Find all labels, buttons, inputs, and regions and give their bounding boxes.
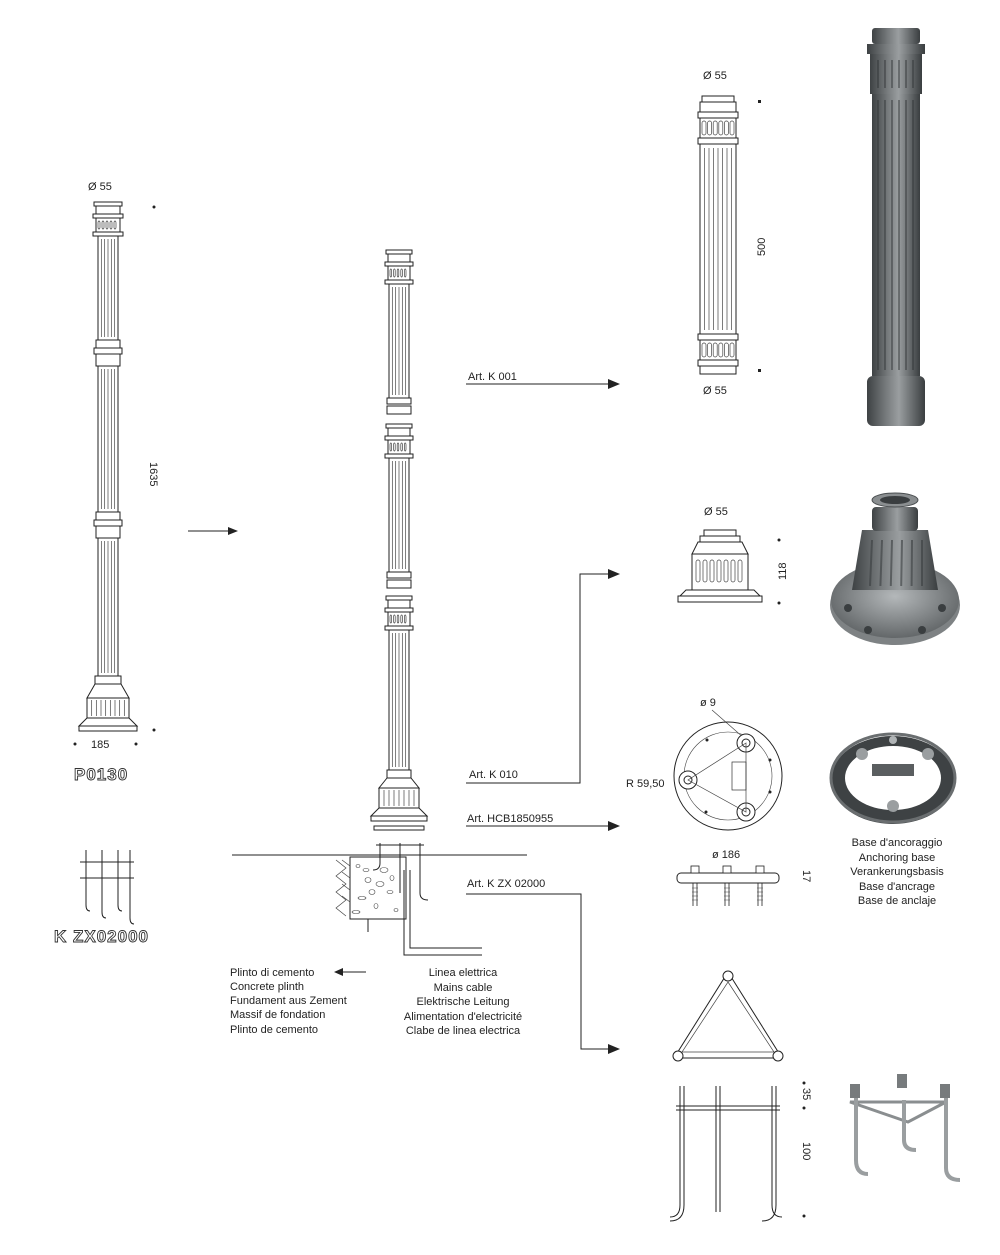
hcb-detail-drawing (626, 697, 812, 906)
hcb-caption-line-1: Base d'ancoraggio (851, 837, 943, 849)
kzx-height-top-label: 35 (800, 1088, 812, 1101)
overview-anchor-bolts (54, 850, 149, 946)
cable-legend-line-4: Alimentation d'electricité (403, 1011, 523, 1023)
k001-diameter-bottom-label: Ø 55 (703, 385, 727, 397)
hcb-caption-line-2: Anchoring base (858, 852, 936, 864)
overview-pole-outline (79, 202, 137, 731)
overview-height-label: 1635 (147, 462, 159, 487)
cable-legend-line-1: Linea elettrica (428, 967, 498, 979)
overview-diameter-label: Ø 55 (88, 181, 112, 193)
arrow-k010 (466, 569, 620, 783)
arrow-kzx-label: Art. K ZX 02000 (467, 878, 546, 890)
plinth-legend-line-5: Plinto de cemento (230, 1024, 319, 1036)
k010-product-photo (830, 493, 960, 645)
plinth-legend (230, 967, 366, 1036)
k010-diameter-label: Ø 55 (704, 506, 728, 518)
cable-legend-line-3: Elektrische Leitung (416, 996, 510, 1008)
arrow-k010-label: Art. K 010 (469, 769, 518, 781)
overview-code-label: P0130 (74, 765, 129, 784)
k001-product-photo (867, 28, 925, 426)
k010-detail-drawing (678, 506, 789, 605)
overview-pole-drawing (74, 181, 160, 784)
hcb-radius-label: R 59,50 (626, 778, 665, 790)
exploded-pole-drawing (371, 250, 427, 830)
exploded-pole-segments (371, 250, 427, 830)
arrow-hcb (466, 813, 620, 831)
hcb-hole-label: ø 9 (700, 697, 716, 709)
plinth-legend-line-2: Concrete plinth (230, 981, 304, 993)
foundation-section (232, 843, 527, 955)
hcb-caption (850, 837, 944, 907)
k001-height-label: 500 (756, 237, 768, 256)
plinth-legend-line-4: Massif de fondation (230, 1009, 326, 1021)
cable-legend-line-5: Clabe de linea electrica (405, 1025, 521, 1037)
k001-detail-drawing (698, 70, 768, 397)
cable-legend-line-2: Mains cable (433, 982, 493, 994)
anchor-overview-code-label: K ZX02000 (54, 927, 149, 946)
overview-base-width-label: 185 (91, 739, 110, 751)
kzx-detail-drawing (670, 971, 812, 1221)
plinth-legend-line-3: Fundament aus Zement (230, 995, 347, 1007)
k001-diameter-top-label: Ø 55 (703, 70, 727, 82)
hcb-caption-line-4: Base d'ancrage (858, 881, 936, 893)
hcb-caption-line-3: Verankerungsbasis (850, 866, 944, 878)
arrow-hcb-label: Art. HCB1850955 (467, 813, 554, 825)
arrow-k001 (466, 371, 620, 389)
hcb-diameter-label: ø 186 (712, 849, 741, 861)
plinth-legend-line-1: Plinto di cemento (230, 967, 315, 979)
overview-to-exploded-arrow (188, 527, 238, 535)
k010-height-label: 118 (777, 562, 789, 580)
cable-legend (404, 967, 522, 1037)
arrow-k001-label: Art. K 001 (468, 371, 517, 383)
hcb-height-label: 17 (800, 870, 812, 883)
kzx-height-label: 100 (800, 1142, 812, 1161)
hcb-product-photo (831, 734, 955, 824)
hcb-caption-line-5: Base de anclaje (857, 895, 937, 907)
kzx-product-photo (850, 1074, 960, 1180)
